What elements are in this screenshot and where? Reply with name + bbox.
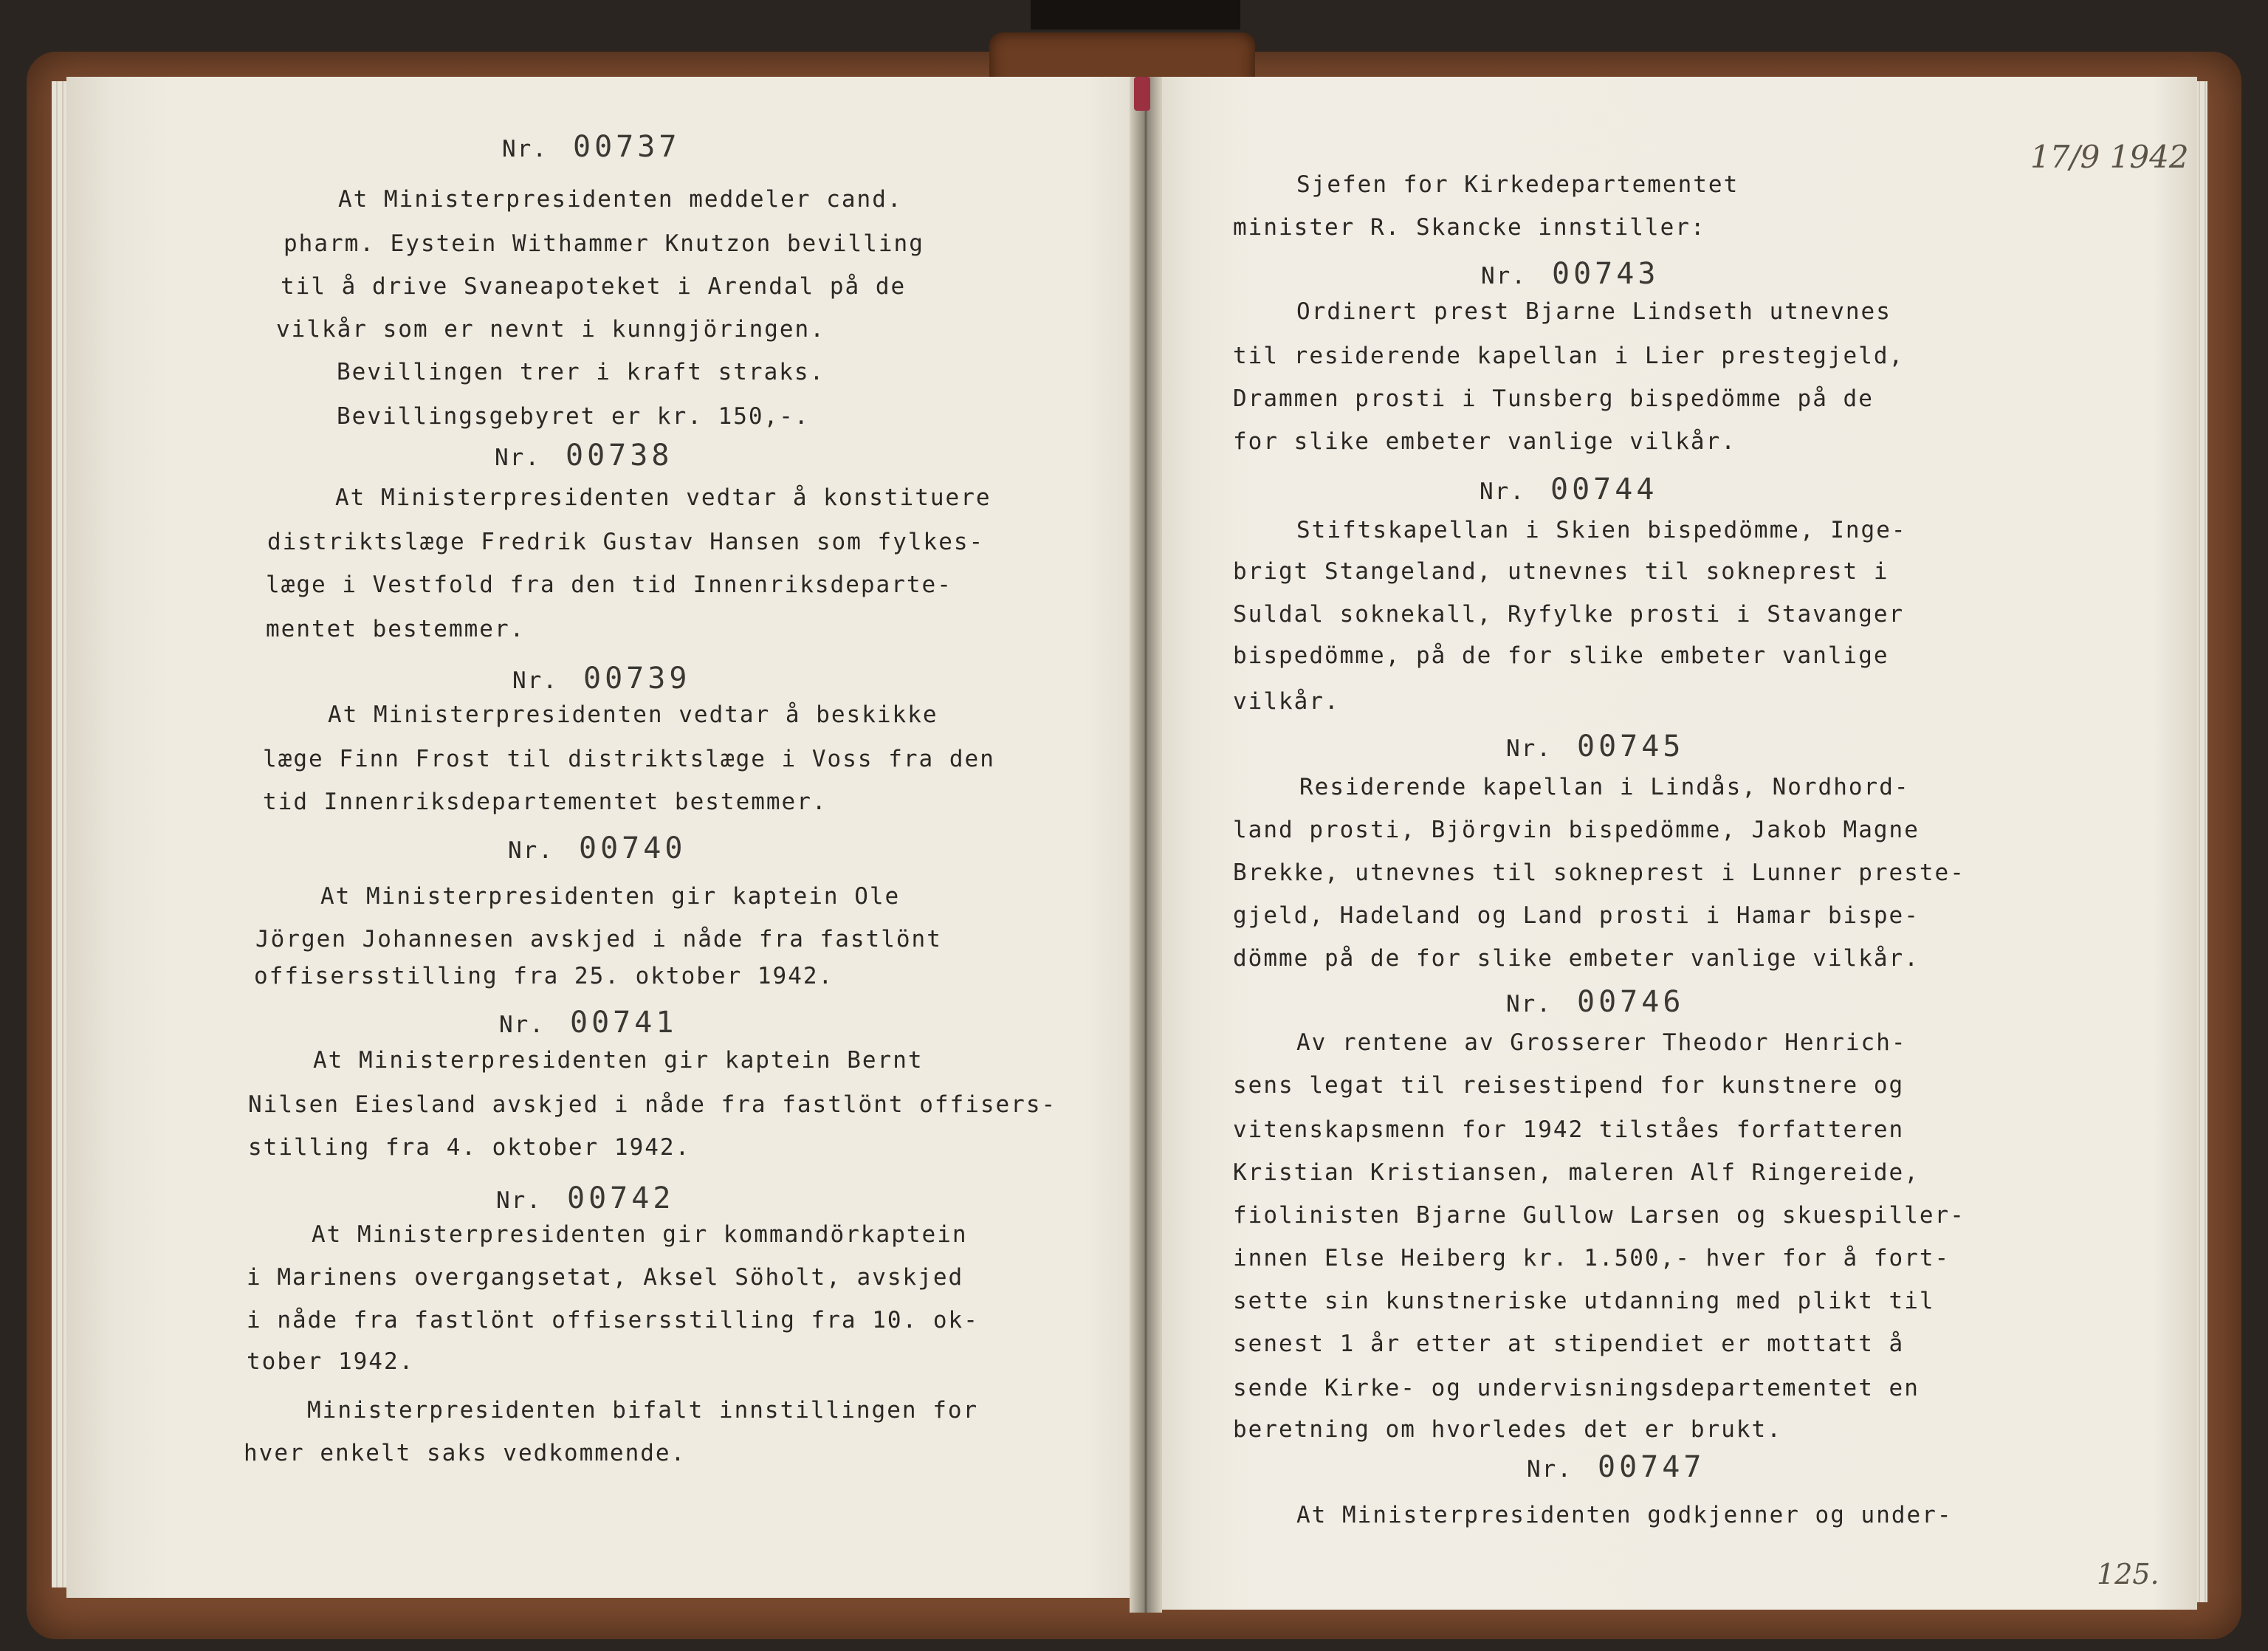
entry-line: læge Finn Frost til distriktslæge i Voss fra den (263, 746, 995, 772)
entry-line: tid Innenriksdepartementet bestemmer. (263, 789, 828, 815)
entry-line: At Ministerpresidenten gir kaptein Ole (320, 883, 901, 910)
entry-line: Jörgen Johannesen avskjed i nåde fra fastlönt (255, 926, 942, 952)
entry-number: Nr. 00739 (512, 662, 691, 696)
entry-line: Kristian Kristiansen, maleren Alf Ringereide, (1233, 1159, 1920, 1186)
entry-number: Nr. 00744 (1480, 473, 1658, 507)
entry-line: sens legat til reisestipend for kunstnere og (1233, 1072, 1905, 1099)
entry-line: sette sin kunstneriske utdanning med plikt til (1233, 1288, 1935, 1314)
entry-line: senest 1 år etter at stipendiet er mottatt å (1233, 1331, 1905, 1357)
entry-line: beretning om hvorledes det er brukt. (1233, 1416, 1782, 1443)
entry-line: Suldal soknekall, Ryfylke prosti i Stavanger (1233, 601, 1905, 628)
entry-line: At Ministerpresidenten godkjenner og under- (1296, 1502, 1953, 1528)
entry-number: Nr. 00737 (502, 130, 681, 164)
entry-line: sende Kirke- og undervisningsdepartementet en (1233, 1375, 1920, 1401)
entry-line: vilkår. (1233, 688, 1340, 715)
entry-line: Bevillingsgebyret er kr. 150,-. (337, 403, 810, 430)
entry-line: Residerende kapellan i Lindås, Nordhord- (1299, 774, 1910, 800)
entry-line: Av rentene av Grosserer Theodor Henrich- (1296, 1029, 1907, 1056)
background-top (1031, 0, 1240, 30)
entry-number: Nr. 00747 (1527, 1450, 1705, 1484)
entry-line: fiolinisten Bjarne Gullow Larsen og skuespiller- (1233, 1202, 1965, 1229)
entry-number: Nr. 00741 (499, 1006, 678, 1040)
entry-line: i nåde fra fastlönt offisersstilling fra 10. ok- (247, 1307, 979, 1334)
entry-number: Nr. 00743 (1481, 257, 1660, 291)
entry-number: Nr. 00740 (508, 831, 687, 865)
entry-line: At Ministerpresidenten meddeler cand. (338, 186, 903, 213)
entry-line: dömme på de for slike embeter vanlige vilkår. (1233, 945, 1920, 972)
entry-line: brigt Stangeland, utnevnes til sokneprest i (1233, 558, 1889, 585)
entry-line: mentet bestemmer. (266, 616, 526, 642)
intro-line: minister R. Skancke innstiller: (1233, 214, 1706, 241)
entry-line: distriktslæge Fredrik Gustav Hansen som fylkes- (267, 529, 985, 555)
entry-line: land prosti, Björgvin bispedömme, Jakob Magne (1233, 817, 1920, 843)
page-number: 125. (2097, 1558, 2159, 1590)
entry-line: stilling fra 4. oktober 1942. (248, 1134, 691, 1161)
entry-line: Brekke, utnevnes til sokneprest i Lunner preste- (1233, 859, 1965, 886)
entry-line: til residerende kapellan i Lier prestegjeld, (1233, 343, 1905, 369)
entry-line: til å drive Svaneapoteket i Arendal på de (281, 273, 907, 300)
entry-line: Bevillingen trer i kraft straks. (337, 359, 825, 385)
book-gutter (1130, 77, 1162, 1613)
entry-line: offisersstilling fra 25. oktober 1942. (254, 963, 834, 989)
entry-line: Drammen prosti i Tunsberg bispedömme på de (1233, 385, 1874, 412)
entry-line: innen Else Heiberg kr. 1.500,- hver for å fort- (1233, 1245, 1951, 1271)
entry-line: At Ministerpresidenten gir kommandörkaptein (312, 1221, 968, 1248)
entry-line: At Ministerpresidenten gir kaptein Bernt (313, 1047, 924, 1074)
entry-number: Nr. 00746 (1506, 985, 1685, 1019)
bookmark-ribbon (1134, 77, 1150, 111)
entry-line: Ordinert prest Bjarne Lindseth utnevnes (1296, 298, 1891, 325)
entry-number: Nr. 00742 (496, 1181, 675, 1215)
entry-line: i Marinens overgangsetat, Aksel Söholt, avskjed (247, 1264, 964, 1291)
entry-line: tober 1942. (247, 1348, 415, 1375)
entry-line: bispedömme, på de for slike embeter vanlige (1233, 642, 1889, 669)
date-note: 17/9 1942 (2030, 139, 2189, 175)
entry-line: læge i Vestfold fra den tid Innenriksdeparte- (266, 572, 952, 598)
entry-line: At Ministerpresidenten vedtar å beskikke (328, 701, 938, 728)
entry-line: Nilsen Eiesland avskjed i nåde fra fastlönt offisers- (248, 1091, 1057, 1118)
entry-line: pharm. Eystein Withammer Knutzon bevilling (284, 230, 924, 257)
entry-number: Nr. 00745 (1506, 730, 1685, 763)
entry-line: At Ministerpresidenten vedtar å konstituere (335, 484, 992, 511)
entry-line: Stiftskapellan i Skien bispedömme, Inge- (1296, 517, 1907, 543)
closing-line: hver enkelt saks vedkommende. (244, 1440, 687, 1466)
closing-line: Ministerpresidenten bifalt innstillingen for (307, 1397, 979, 1424)
intro-line: Sjefen for Kirkedepartementet (1296, 171, 1739, 198)
entry-line: for slike embeter vanlige vilkår. (1233, 428, 1736, 455)
entry-number: Nr. 00738 (495, 439, 673, 473)
entry-line: gjeld, Hadeland og Land prosti i Hamar bispe- (1233, 902, 1920, 929)
entry-line: vitenskapsmenn for 1942 tilståes forfatteren (1233, 1116, 1905, 1143)
entry-line: vilkår som er nevnt i kunngjöringen. (276, 316, 825, 343)
